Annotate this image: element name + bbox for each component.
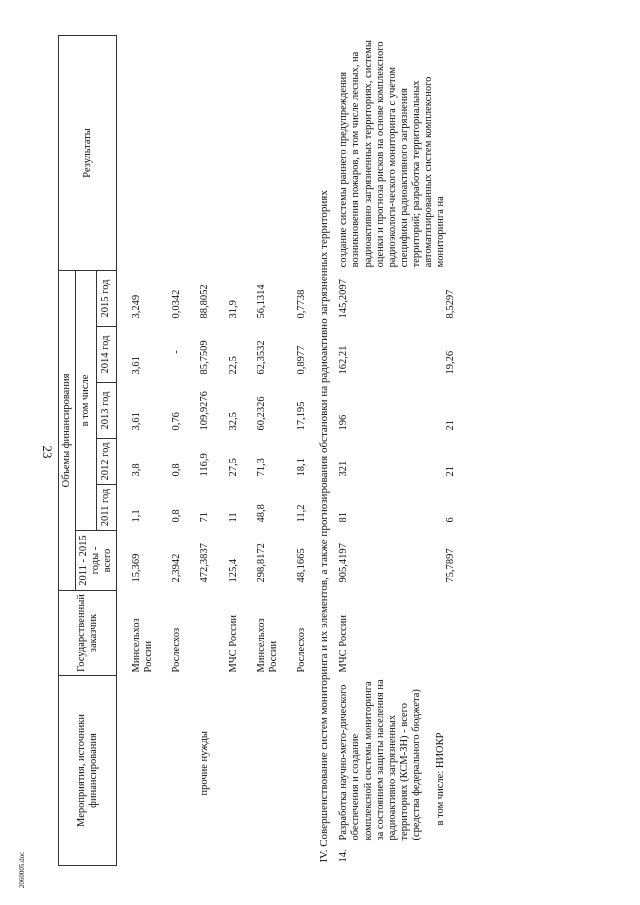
year-cell: 145,2097 [338, 279, 350, 319]
total-cell: 905,4197 [338, 543, 350, 583]
result-cell [282, 35, 310, 270]
file-name: 2060005.doc [18, 851, 26, 889]
header-events: Мероприятия, источники финансирования [59, 676, 117, 866]
total-cell: 298,8172 [255, 543, 267, 583]
result-cell [242, 35, 282, 270]
customer-cell: Рослесхоз [295, 627, 307, 673]
result-cell [157, 35, 185, 270]
year-cell: 109,9276 [199, 391, 211, 431]
year-cell: 22,5 [227, 356, 239, 375]
section-title: IV. Совершенствование систем мониторинга и их элементов, а также прогнозирования обстановки на радиоактивно загрязненных территориях [317, 190, 330, 863]
result-cell [214, 35, 242, 270]
event-cell [214, 676, 242, 866]
table-row [117, 35, 158, 865]
funding-table [58, 35, 459, 866]
page-number: 23 [40, 445, 55, 459]
customer-cell: Минсельхоз России [255, 618, 279, 673]
table-row [242, 35, 282, 865]
total-cell: 2,3942 [171, 553, 183, 583]
table-row [185, 35, 213, 865]
year-cell: 162,21 [338, 345, 350, 375]
header-year: 2011 год [96, 485, 117, 531]
result-cell [117, 35, 158, 270]
year-cell: 6 [444, 517, 456, 523]
table-row [214, 35, 242, 865]
year-cell: 3,8 [131, 463, 143, 477]
year-cell: 0,8 [171, 463, 183, 477]
year-cell: 321 [338, 460, 350, 477]
header-including: в том числе [76, 270, 97, 530]
header-customer: Государственный заказчик [59, 591, 117, 676]
total-cell: 15,369 [131, 553, 143, 583]
header-year: 2013 год [96, 383, 117, 439]
year-cell: 0,76 [171, 412, 183, 431]
year-cell: 85,7509 [199, 340, 211, 375]
total-cell: 125,4 [227, 558, 239, 583]
year-cell: 116,9 [199, 453, 211, 477]
year-cell: 32,5 [227, 412, 239, 431]
customer-cell [425, 591, 459, 676]
event-cell: прочие нужды [199, 731, 211, 796]
year-cell: 71,3 [255, 458, 267, 477]
total-cell: 75,7897 [444, 548, 456, 583]
year-cell: - [171, 350, 183, 354]
year-cell: 11,2 [295, 504, 307, 523]
year-cell: 27,5 [227, 458, 239, 477]
header-year: 2012 год [96, 439, 117, 485]
year-cell: 21 [444, 420, 456, 431]
year-cell: 0,8 [171, 509, 183, 523]
year-cell: 11 [227, 512, 239, 523]
table-row [336, 35, 424, 865]
year-cell: 3,249 [131, 294, 143, 319]
customer-cell: МЧС России [338, 615, 350, 673]
event-cell [242, 676, 282, 866]
customer-cell: Минсельхоз России [131, 618, 155, 673]
customer-cell [185, 591, 213, 676]
year-cell: 196 [338, 414, 350, 431]
year-cell: 56,1314 [255, 284, 267, 319]
year-cell: 0,0342 [171, 289, 183, 319]
year-cell: 48,8 [255, 504, 267, 523]
section-row [310, 35, 337, 865]
year-cell: 17,195 [295, 401, 307, 431]
event-cell: в том числе: НИОКР [434, 732, 446, 826]
total-cell: 48,1665 [295, 548, 307, 583]
year-cell: 0,7738 [295, 289, 307, 319]
year-cell: 60,2326 [255, 396, 267, 431]
result-cell: создание системы раннего предупреждения возникновения пожаров, в том числе лесных, на радиоактивно загрязненных территориях, системы оценки и прогноза рисков на основе комплексного радиоэкологи-ческого мониторинга с учетом специфики радиоактивного загрязнения территорий; разработка территориальных автоматизированных систем комплексного мониторинга на [338, 40, 446, 268]
header-year: 2014 год [96, 327, 117, 383]
year-cell: 81 [338, 512, 350, 523]
year-cell: 0,8977 [295, 345, 307, 375]
year-cell: 8,5297 [444, 289, 456, 319]
year-cell: 88,8052 [199, 284, 211, 319]
year-cell: 21 [444, 466, 456, 477]
event-cell [282, 676, 310, 866]
rotated-page [58, 36, 603, 866]
table-row [282, 35, 310, 865]
year-cell: 71 [199, 512, 211, 523]
event-cell [117, 676, 158, 866]
year-cell: 62,3532 [255, 340, 267, 375]
year-cell: 31,9 [227, 300, 239, 319]
year-cell: 1,1 [131, 509, 143, 523]
item-number: 14. [338, 849, 350, 863]
table-row [157, 35, 185, 865]
header-results: Результаты [59, 35, 117, 270]
event-cell [336, 676, 424, 866]
year-cell: 18,1 [295, 458, 307, 477]
event-cell [157, 676, 185, 866]
total-cell: 472,3837 [199, 543, 211, 583]
header-total: 2011 - 2015 годы - всего [76, 531, 117, 591]
year-cell: 3,61 [131, 356, 143, 375]
header-funding: Объемы финансирования [59, 270, 76, 590]
header-year: 2015 год [96, 270, 117, 326]
customer-cell: Рослесхоз [171, 627, 183, 673]
result-cell [185, 35, 213, 270]
year-cell: 3,61 [131, 412, 143, 431]
year-cell: 19,26 [444, 350, 456, 375]
customer-cell: МЧС России [227, 615, 239, 673]
event-text: Разработка научно-мето-дического обеспечения и создание комплексной системы мониторинга за состоянием защиты населения на радиоактивно загрязненных территориях (КСМ-ЗН) - всего (средства федерального бюджета) [338, 679, 422, 841]
